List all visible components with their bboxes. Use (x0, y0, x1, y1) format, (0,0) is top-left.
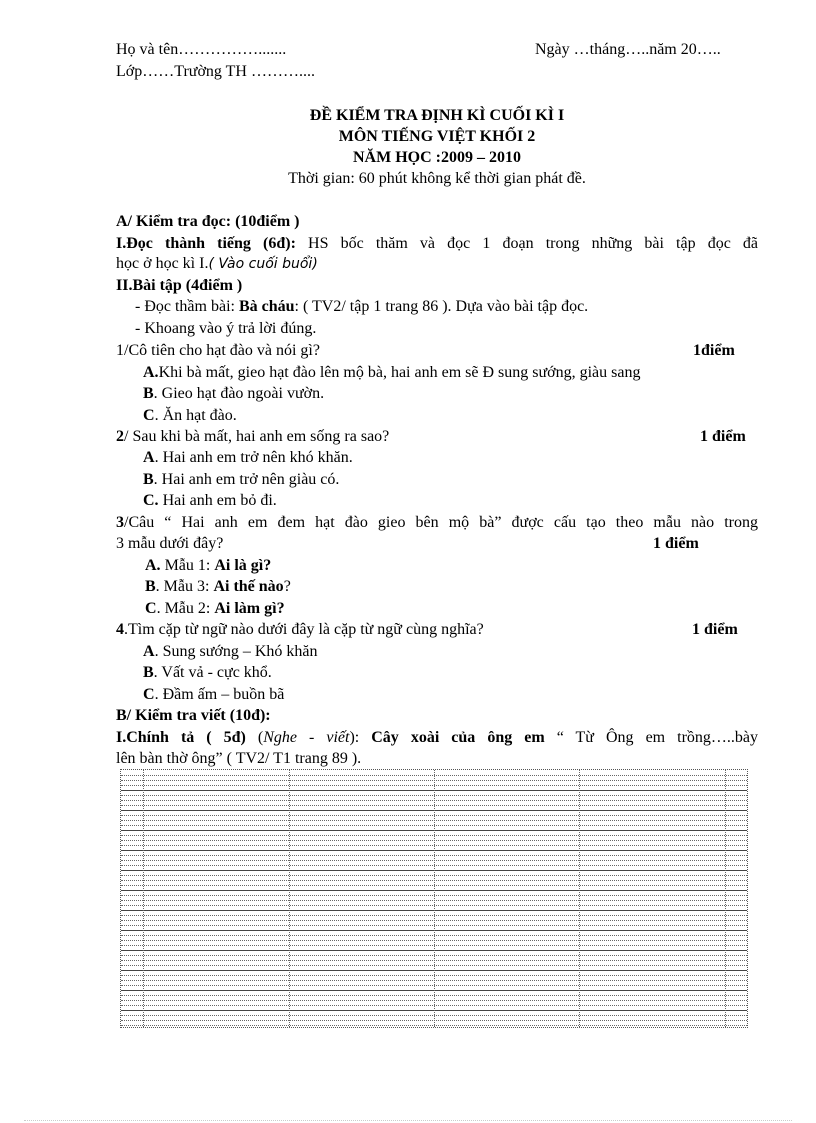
question-1-score: 1điểm (693, 342, 735, 359)
writing-grid[interactable] (120, 769, 748, 1028)
reading-aloud-label: I.Đọc thành tiếng (6đ): (116, 235, 296, 252)
option-text: Mẫu 1: (160, 557, 215, 574)
option-label: B (143, 471, 154, 488)
dictation-mode: Nghe - viết (263, 729, 350, 746)
option-pattern: Ai là gì? (214, 557, 272, 574)
question-3-option-a (145, 556, 787, 576)
question-4-option-b (143, 663, 785, 683)
question-2 (116, 427, 758, 447)
option-label: A (143, 643, 155, 660)
page-footer-divider (24, 1120, 792, 1121)
option-text: . Mẫu 3: (155, 578, 214, 595)
student-name-field: Họ và tên……………....... (116, 41, 287, 58)
option-label: C (143, 407, 155, 424)
exam-time: Thời gian: 60 phút không kể thời gian phát đề. (288, 170, 586, 187)
question-3-option-c (145, 599, 787, 619)
exam-title: ĐỀ KIỂM TRA ĐỊNH KÌ CUỐI KÌ I (309, 107, 565, 124)
question-text: / Sau khi bà mất, hai anh em sống ra sao? (124, 428, 390, 445)
reading-aloud-note: ( Vào cuối buổi) (208, 256, 318, 272)
grid-column-line (434, 770, 435, 1027)
option-label: C (143, 686, 155, 703)
option-text: . Hai anh em trở nên giàu có. (153, 471, 340, 488)
option-label: C. (143, 492, 159, 509)
question-text: /Câu “ Hai anh em đem hạt đào gieo bên mộ bà” được cấu tạo theo mẫu nào trong (124, 514, 758, 531)
option-label: A (143, 449, 155, 466)
reading-aloud-text: HS bốc thăm và đọc 1 đoạn trong những bài tập đọc đã (295, 235, 759, 252)
question-4-option-a (143, 642, 785, 662)
option-label: A. (145, 557, 161, 574)
school-year: NĂM HỌC :2009 – 2010 (353, 149, 521, 166)
question-1: 1/Cô tiên cho hạt đào và nói gì? (116, 342, 320, 359)
grid-column-line (143, 770, 144, 1027)
question-text: .Tìm cặp từ ngữ nào dưới đây là cặp từ ngữ cùng nghĩa? (124, 621, 484, 638)
question-2-option-b (143, 470, 785, 490)
instruction-1 (135, 297, 777, 317)
option-pattern: Ai thế nào (213, 578, 284, 595)
reading-aloud-line (116, 234, 758, 254)
option-label: B (143, 664, 154, 681)
instruction-2: - Khoang vào ý trả lời đúng. (135, 320, 317, 337)
question-4-score: 1 điểm (692, 621, 738, 638)
question-number: 4 (116, 621, 124, 638)
reading-title: Bà cháu (238, 298, 295, 315)
question-4-option-c (143, 685, 785, 705)
option-label: A. (143, 364, 159, 381)
option-text: . Ăn hạt đào. (154, 407, 237, 424)
date-field: Ngày …tháng…..năm 20….. (535, 41, 721, 58)
option-text: . Gieo hạt đào ngoài vườn. (153, 385, 325, 402)
question-1-option-c (143, 406, 785, 426)
question-1-option-b (143, 384, 785, 404)
question-2-score: 1 điểm (700, 428, 746, 445)
grid-column-line (289, 770, 290, 1027)
question-number: 3 (116, 514, 124, 531)
question-number: 2 (116, 428, 124, 445)
instruction-1-a: - Đọc thầm bài: (135, 298, 239, 315)
option-text: . Vất vả - cực khổ. (153, 664, 272, 681)
option-pattern: Ai làm gì? (214, 600, 285, 617)
question-2-option-a (143, 448, 785, 468)
dictation-line-2: lên bàn thờ ông” ( TV2/ T1 trang 89 ). (116, 750, 362, 767)
exam-subject: MÔN TIẾNG VIỆT KHỐI 2 (338, 128, 536, 145)
section-b-heading: B/ Kiểm tra viết (10đ): (116, 707, 271, 724)
dictation-paren-open: ( (257, 729, 264, 746)
option-text: Hai anh em bỏ đi. (158, 492, 277, 509)
option-text: . Mẫu 2: (156, 600, 215, 617)
dictation-text: “ Từ Ông em trồng…..bày (544, 729, 759, 746)
option-text: . Đầm ấm – buồn bã (154, 686, 285, 703)
option-text: . Sung sướng – Khó khăn (154, 643, 318, 660)
question-4 (116, 620, 758, 640)
question-3 (116, 513, 758, 533)
option-text: . Hai anh em trở nên khó khăn. (154, 449, 353, 466)
question-1-option-a (143, 363, 758, 383)
question-3-option-b (145, 577, 787, 597)
dictation-line (116, 728, 758, 748)
option-label: B (145, 578, 156, 595)
section-a-heading: A/ Kiểm tra đọc: (10điểm ) (116, 213, 300, 230)
dictation-paren-close: ): (349, 729, 360, 746)
grid-column-line (579, 770, 580, 1027)
class-school-field: Lớp……Trường TH ……….... (116, 63, 315, 80)
option-label: B (143, 385, 154, 402)
question-3-line-2: 3 mẫu dưới đây? (116, 535, 224, 552)
reading-aloud-line-2 (116, 254, 758, 274)
option-label: C (145, 600, 157, 617)
question-3-score: 1 điểm (653, 535, 699, 552)
option-end: ? (283, 578, 291, 595)
grid-column-line (725, 770, 726, 1027)
dictation-title: Cây xoài của ông em (359, 729, 545, 746)
question-2-option-c (143, 491, 785, 511)
option-text: Khi bà mất, gieo hạt đào lên mộ bà, hai anh em sẽ Đ sung sướng, giàu sang (158, 364, 641, 381)
exercise-heading: II.Bài tập (4điểm ) (116, 277, 243, 294)
reading-aloud-text-2: học ở học kì I. (116, 255, 209, 272)
instruction-1-c: : ( TV2/ tập 1 trang 86 ). Dựa vào bài tập đọc. (294, 298, 589, 315)
dictation-label: I.Chính tả ( 5đ) (116, 729, 258, 746)
